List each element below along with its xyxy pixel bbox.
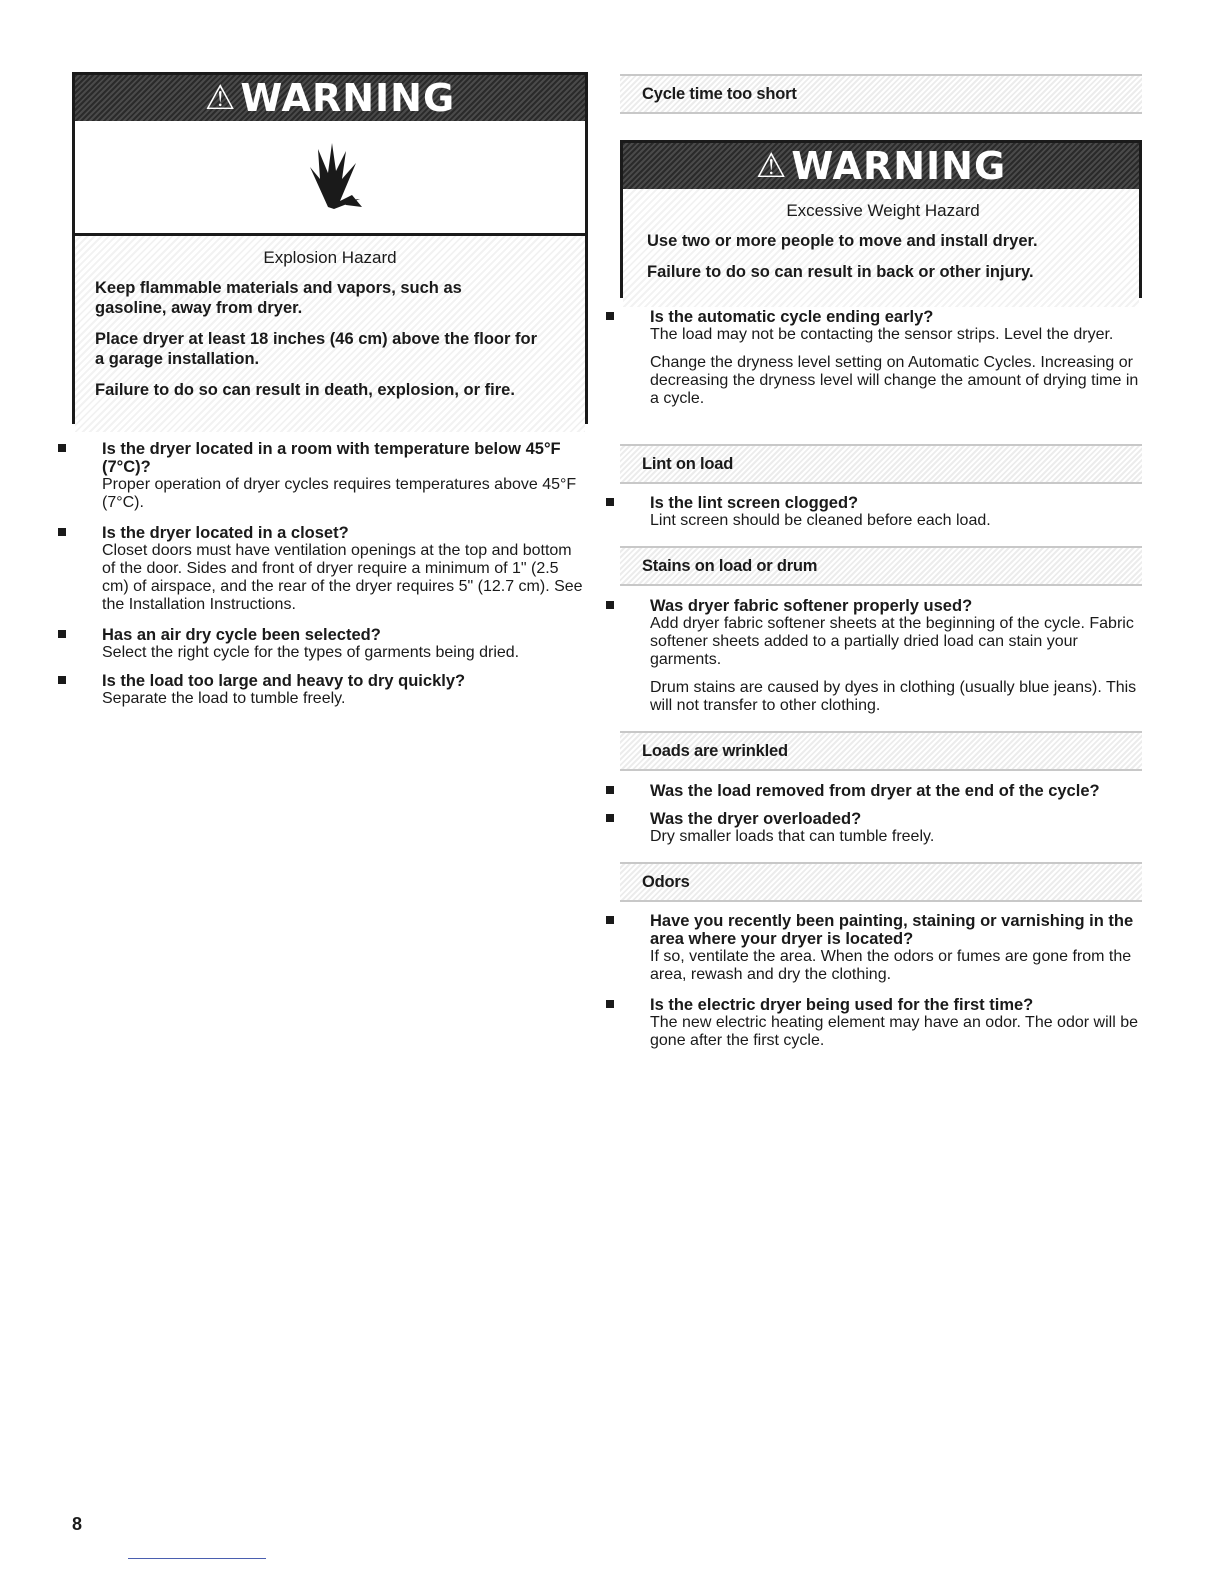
bullet-icon xyxy=(606,814,614,822)
explosion-warning-box xyxy=(72,72,588,424)
list-item xyxy=(620,782,1142,800)
list-item xyxy=(72,672,588,708)
bullet-icon xyxy=(606,498,614,506)
section-header-cycle-time xyxy=(620,74,1142,114)
answer: Select the right cycle for the types of garments being dried. xyxy=(102,644,520,661)
hazard-line: Failure to do so can result in back or other injury. xyxy=(647,263,1034,281)
list-item xyxy=(620,996,1142,1050)
list-item xyxy=(620,308,1142,408)
warning-triangle-icon: ⚠ xyxy=(755,146,788,186)
warning-triangle-icon: ⚠ xyxy=(204,78,237,118)
section-header-wrinkled xyxy=(620,731,1142,771)
answer: Closet doors must have ventilation openings at the top and bottom of the door. Sides and front of dryer require a minimum of 1" (2.5 cm) of airspace, and the rear of the dryer requires 5" (12.7 cm). See the Installation Instructions. xyxy=(102,542,583,613)
answer: Lint screen should be cleaned before each load. xyxy=(650,512,991,529)
warning-body xyxy=(75,236,585,432)
answer-extra: Change the dryness level setting on Automatic Cycles. Increasing or decreasing the dryness level will change the amount of drying time in a cycle. xyxy=(650,354,1139,407)
explosion-icon-area xyxy=(75,121,585,236)
hazard-line: Use two or more people to move and install dryer. xyxy=(647,232,1038,250)
bullet-icon xyxy=(606,916,614,924)
section-header-odors xyxy=(620,862,1142,902)
answer: Separate the load to tumble freely. xyxy=(102,690,346,707)
list-item xyxy=(620,912,1142,984)
warning-header xyxy=(623,143,1139,189)
footer-rule xyxy=(128,1558,266,1559)
question: Is the dryer located in a room with temperature below 45°F (7°C)? xyxy=(102,440,561,476)
bullet-icon xyxy=(58,676,66,684)
answer-extra: Drum stains are caused by dyes in clothing (usually blue jeans). This will not transfer to other clothing. xyxy=(650,679,1137,714)
bullet-icon xyxy=(58,528,66,536)
answer: The load may not be contacting the sensor strips. Level the dryer. xyxy=(650,326,1114,343)
list-item xyxy=(72,626,588,662)
weight-warning-box xyxy=(620,140,1142,298)
question: Was the load removed from dryer at the end of the cycle? xyxy=(650,782,1100,800)
answer: Add dryer fabric softener sheets at the beginning of the cycle. Fabric softener sheets added to a partially dried load can stain your garments. xyxy=(650,615,1134,668)
warning-label: WARNING xyxy=(791,144,1007,188)
bullet-icon xyxy=(606,601,614,609)
question: Was dryer fabric softener properly used? xyxy=(650,597,973,615)
page-number: 8 xyxy=(72,1514,83,1534)
warning-body xyxy=(623,189,1139,307)
list-item xyxy=(72,524,588,614)
hazard-title: Explosion Hazard xyxy=(263,248,397,267)
hazard-line: Place dryer at least 18 inches (46 cm) above the floor for a garage installation. xyxy=(95,330,538,368)
answer: If so, ventilate the area. When the odors or fumes are gone from the area, rewash and dry the clothing. xyxy=(650,948,1132,983)
bullet-icon xyxy=(606,786,614,794)
question: Is the automatic cycle ending early? xyxy=(650,308,934,326)
question: Is the lint screen clogged? xyxy=(650,494,859,512)
hazard-line: Failure to do so can result in death, explosion, or fire. xyxy=(95,381,515,399)
warning-label: WARNING xyxy=(240,76,456,120)
list-item xyxy=(620,494,1142,530)
bullet-icon xyxy=(58,444,66,452)
question: Was the dryer overloaded? xyxy=(650,810,862,828)
section-header-lint xyxy=(620,444,1142,484)
list-item xyxy=(72,440,588,512)
section-header-stains xyxy=(620,546,1142,586)
section-title: Stains on load or drum xyxy=(642,557,818,575)
question: Have you recently been painting, staining or varnishing in the area where your dryer is located? xyxy=(650,912,1134,948)
explosion-icon xyxy=(290,137,370,217)
question: Is the electric dryer being used for the first time? xyxy=(650,996,1034,1014)
section-title: Cycle time too short xyxy=(642,85,797,103)
question: Is the load too large and heavy to dry quickly? xyxy=(102,672,466,690)
answer: Dry smaller loads that can tumble freely. xyxy=(650,828,935,845)
question: Is the dryer located in a closet? xyxy=(102,524,349,542)
question: Has an air dry cycle been selected? xyxy=(102,626,381,644)
bullet-icon xyxy=(58,630,66,638)
answer: The new electric heating element may have an odor. The odor will be gone after the first cycle. xyxy=(650,1014,1138,1049)
section-title: Odors xyxy=(642,873,690,891)
hazard-line: Keep flammable materials and vapors, such as gasoline, away from dryer. xyxy=(95,279,462,317)
list-item xyxy=(620,810,1142,846)
bullet-icon xyxy=(606,312,614,320)
hazard-title: Excessive Weight Hazard xyxy=(786,201,980,220)
warning-header xyxy=(75,75,585,121)
list-item xyxy=(620,597,1142,715)
section-title: Loads are wrinkled xyxy=(642,742,788,760)
bullet-icon xyxy=(606,1000,614,1008)
answer: Proper operation of dryer cycles requires temperatures above 45°F (7°C). xyxy=(102,476,577,511)
section-title: Lint on load xyxy=(642,455,734,473)
